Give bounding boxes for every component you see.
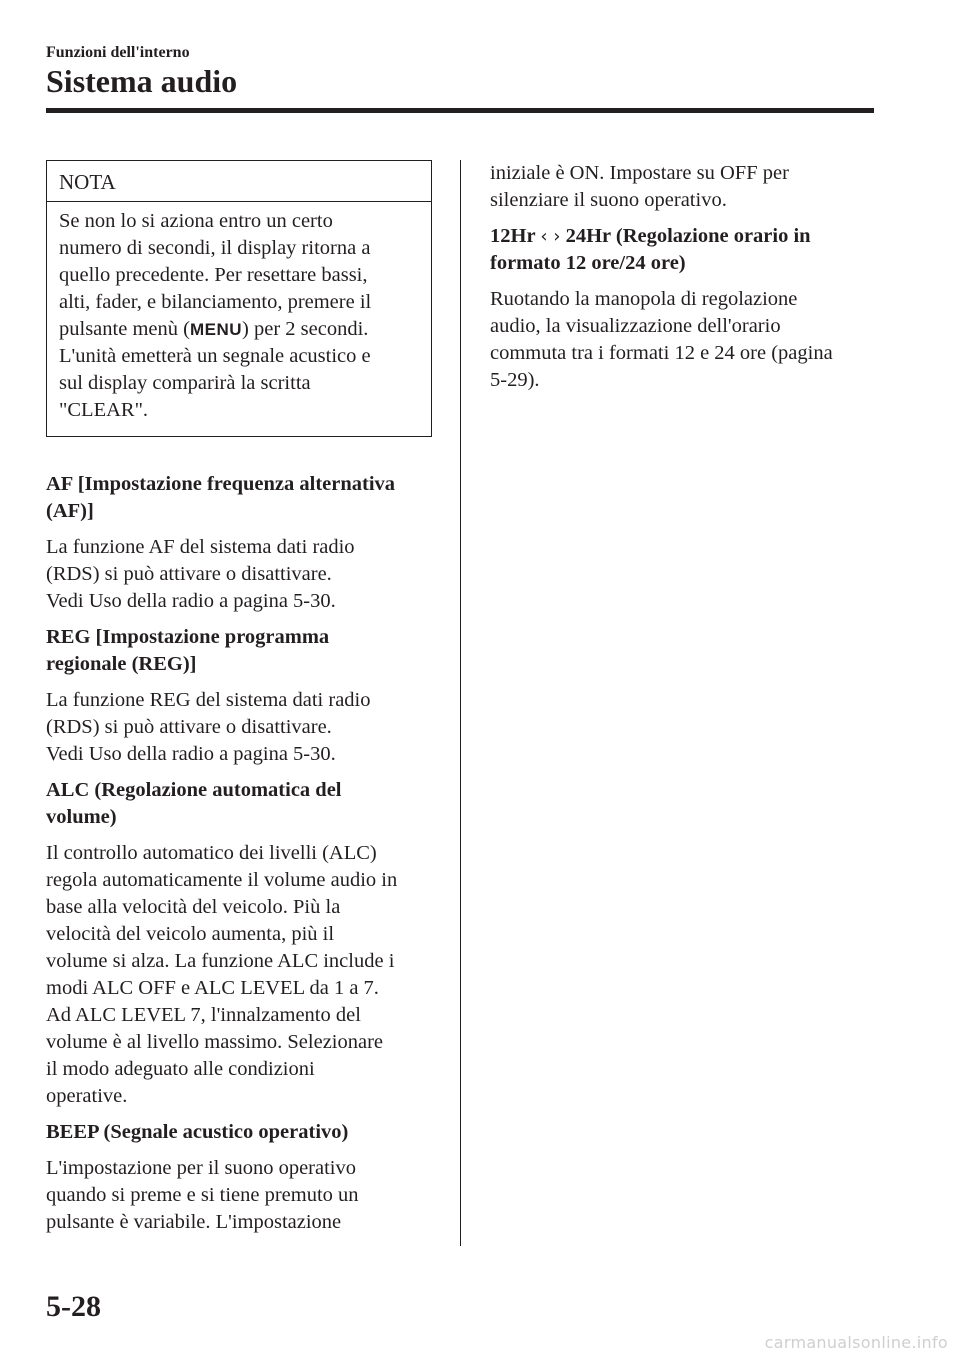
header-section-label: Funzioni dell'interno <box>46 44 190 61</box>
left-column <box>46 160 432 1245</box>
continuation-paragraph <box>490 160 874 214</box>
text-line: (RDS) si può attivare o disattivare. <box>46 563 332 585</box>
text-line: commuta tra i formati 12 e 24 ore (pagina <box>490 342 833 364</box>
note-line: sul display comparirà la scritta <box>59 372 311 394</box>
clock-format-heading <box>490 223 874 277</box>
text-line: Ruotando la manopola di regolazione <box>490 288 798 310</box>
page-number: 5-28 <box>46 1290 101 1323</box>
chevrons-icon: ‹ › <box>540 226 561 247</box>
heading-line: regionale (REG)] <box>46 653 197 675</box>
right-column <box>490 160 874 403</box>
note-body <box>47 202 431 436</box>
note-line: quello precedente. Per resettare bassi, <box>59 264 368 286</box>
text-line: La funzione REG del sistema dati radio <box>46 689 371 711</box>
page-title: Sistema audio <box>46 63 238 99</box>
text-line: (RDS) si può attivare o disattivare. <box>46 716 332 738</box>
text-line: regola automaticamente il volume audio in <box>46 869 398 891</box>
section-heading <box>46 1119 432 1146</box>
text-line: L'impostazione per il suono operativo <box>46 1157 356 1179</box>
heading-line: BEEP (Segnale acustico operativo) <box>46 1121 349 1143</box>
text-line: Il controllo automatico dei livelli (ALC) <box>46 842 377 864</box>
section-body <box>46 840 432 1110</box>
heading-line: AF [Impostazione frequenza alternativa <box>46 473 396 495</box>
text-line: base alla velocità del veicolo. Più la <box>46 896 341 918</box>
text-line: Ad ALC LEVEL 7, l'innalzamento del <box>46 1004 361 1026</box>
heading-line: (AF)] <box>46 500 94 522</box>
note-line: Se non lo si aziona entro un certo <box>59 210 333 232</box>
section-heading <box>46 624 432 678</box>
note-heading: NOTA <box>47 161 431 202</box>
text-line: operative. <box>46 1085 128 1107</box>
text-line: quando si preme e si tiene premuto un <box>46 1184 359 1206</box>
text-line: Vedi Uso della radio a pagina 5-30. <box>46 743 336 765</box>
text-line: velocità del veicolo aumenta, più il <box>46 923 335 945</box>
text-line: 5-29). <box>490 369 540 391</box>
section-body <box>46 687 432 768</box>
section-body <box>46 534 432 615</box>
header-rule <box>46 108 874 113</box>
note-line: L'unità emetterà un segnale acustico e <box>59 345 371 367</box>
text-line: pulsante è variabile. L'impostazione <box>46 1211 342 1233</box>
note-line: "CLEAR". <box>59 399 149 421</box>
note-text: ) per 2 secondi. <box>242 318 369 340</box>
heading-text: 12Hr <box>490 225 536 247</box>
text-line: La funzione AF del sistema dati radio <box>46 536 355 558</box>
left-sections <box>46 471 432 1236</box>
section-heading <box>46 777 432 831</box>
heading-text: formato 12 ore/24 ore) <box>490 252 686 274</box>
text-line: Vedi Uso della radio a pagina 5-30. <box>46 590 336 612</box>
watermark: carmanualsonline.info <box>764 1333 948 1352</box>
text-line: silenziare il suono operativo. <box>490 189 727 211</box>
heading-line: ALC (Regolazione automatica del <box>46 779 342 801</box>
text-line: il modo adeguato alle condizioni <box>46 1058 315 1080</box>
heading-line: volume) <box>46 806 117 828</box>
note-text: pulsante menù ( <box>59 318 190 340</box>
heading-line: REG [Impostazione programma <box>46 626 330 648</box>
note-line: numero di secondi, il display ritorna a <box>59 237 371 259</box>
text-line: modi ALC OFF e ALC LEVEL da 1 a 7. <box>46 977 379 999</box>
column-divider <box>460 160 461 1246</box>
text-line: audio, la visualizzazione dell'orario <box>490 315 781 337</box>
heading-text: 24Hr (Regolazione orario in <box>565 225 811 247</box>
note-line: alti, fader, e bilanciamento, premere il <box>59 291 372 313</box>
menu-icon: MENU <box>189 320 243 339</box>
section-body <box>46 1155 432 1236</box>
clock-format-body <box>490 286 874 394</box>
text-line: volume è al livello massimo. Selezionare <box>46 1031 384 1053</box>
text-line: volume si alza. La funzione ALC include i <box>46 950 395 972</box>
text-line: iniziale è ON. Impostare su OFF per <box>490 162 789 184</box>
note-line-with-icon <box>59 316 419 343</box>
note-box <box>46 160 432 437</box>
section-heading <box>46 471 432 525</box>
